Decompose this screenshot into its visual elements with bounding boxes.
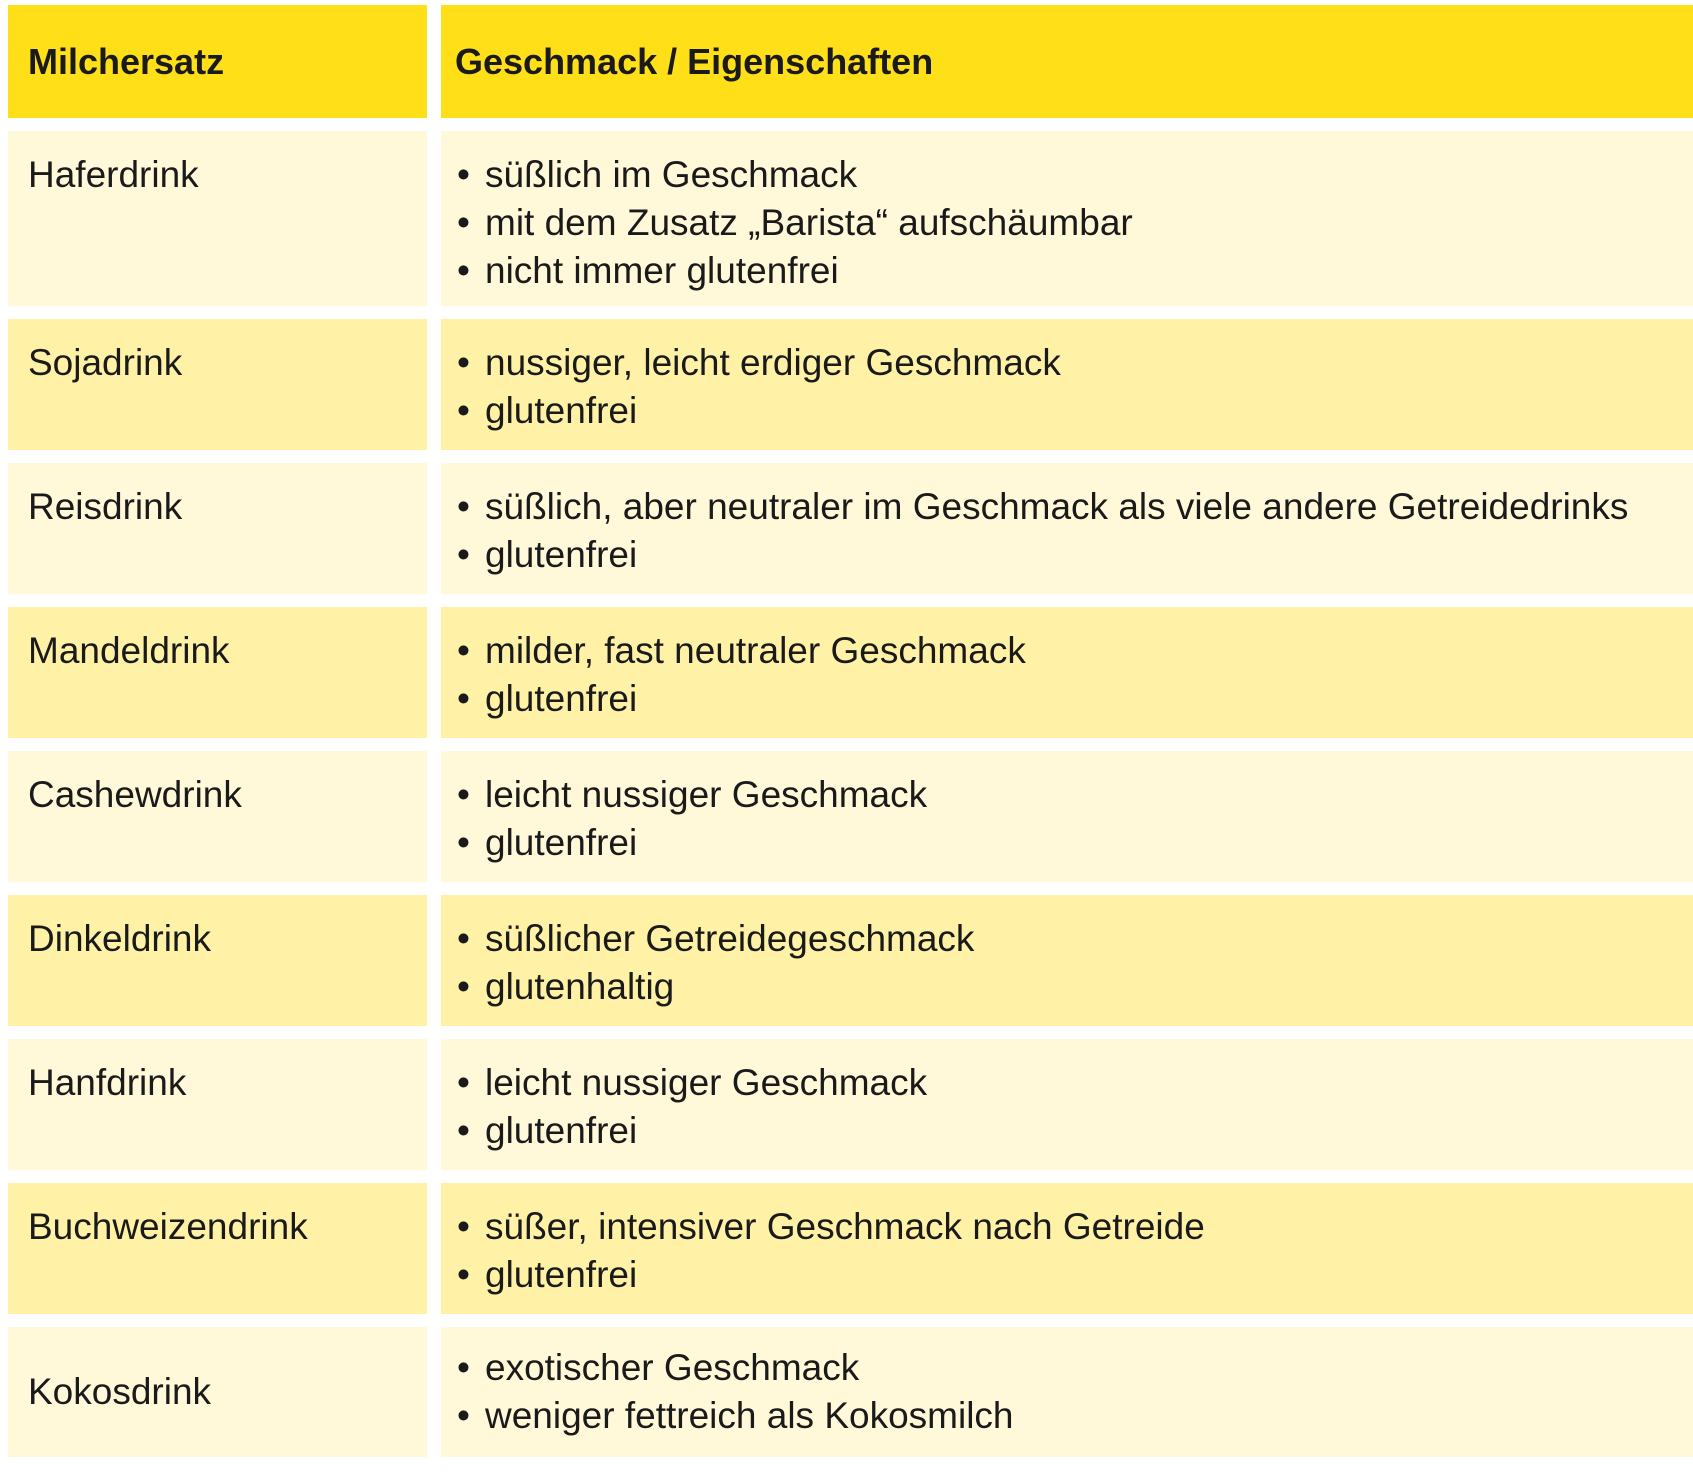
list-item	[455, 531, 1693, 579]
property-text: süßlich, aber neutraler im Geschmack als viele andere Getreidedrinks	[485, 486, 1629, 527]
row-properties	[441, 607, 1693, 738]
header-geschmack: Geschmack / Eigenschaften	[441, 5, 1693, 118]
bullet-dot-icon: •	[457, 342, 470, 383]
table-row	[8, 1039, 1693, 1170]
table-row	[8, 751, 1693, 882]
list-item	[455, 627, 1693, 675]
bullet-dot-icon: •	[457, 534, 470, 575]
property-text: nicht immer glutenfrei	[485, 250, 839, 291]
bullet-dot-icon: •	[457, 486, 470, 527]
row-name: Hanfdrink	[8, 1039, 427, 1170]
bullet-dot-icon: •	[457, 250, 470, 291]
row-name: Dinkeldrink	[8, 895, 427, 1026]
list-item	[455, 1059, 1693, 1107]
row-properties	[441, 1039, 1693, 1170]
property-text: leicht nussiger Geschmack	[485, 774, 928, 815]
row-name: Buchweizendrink	[8, 1183, 427, 1314]
row-properties	[441, 1183, 1693, 1314]
bullet-dot-icon: •	[457, 630, 470, 671]
list-item	[455, 1107, 1693, 1155]
row-name: Mandeldrink	[8, 607, 427, 738]
bullet-dot-icon: •	[457, 1062, 470, 1103]
bullet-dot-icon: •	[457, 202, 470, 243]
bullet-dot-icon: •	[457, 678, 470, 719]
bullet-dot-icon: •	[457, 1110, 470, 1151]
row-properties	[441, 1327, 1693, 1457]
table-row	[8, 1327, 1693, 1457]
table-header-row	[8, 5, 1693, 118]
property-text: nussiger, leicht erdiger Geschmack	[485, 342, 1061, 383]
bullet-dot-icon: •	[457, 774, 470, 815]
list-item	[455, 483, 1693, 531]
property-text: glutenfrei	[485, 1110, 638, 1151]
list-item	[455, 247, 1693, 295]
bullet-dot-icon: •	[457, 1206, 470, 1247]
list-item	[455, 963, 1693, 1011]
bullet-dot-icon: •	[457, 1347, 470, 1388]
bullet-dot-icon: •	[457, 1254, 470, 1295]
bullet-dot-icon: •	[457, 822, 470, 863]
property-text: glutenfrei	[485, 822, 638, 863]
list-item	[455, 771, 1693, 819]
list-item	[455, 915, 1693, 963]
property-text: exotischer Geschmack	[485, 1347, 860, 1388]
table-row	[8, 131, 1693, 306]
property-text: milder, fast neutraler Geschmack	[485, 630, 1026, 671]
property-text: süßlicher Getreidegeschmack	[485, 918, 975, 959]
list-item	[455, 387, 1693, 435]
table-row	[8, 895, 1693, 1026]
bullet-dot-icon: •	[457, 966, 470, 1007]
property-text: mit dem Zusatz „Barista“ aufschäumbar	[485, 202, 1133, 243]
property-text: glutenfrei	[485, 534, 638, 575]
bullet-dot-icon: •	[457, 390, 470, 431]
bullet-dot-icon: •	[457, 1395, 470, 1436]
property-text: glutenfrei	[485, 1254, 638, 1295]
row-properties	[441, 751, 1693, 882]
bullet-dot-icon: •	[457, 918, 470, 959]
list-item	[455, 1344, 1014, 1392]
bullet-dot-icon: •	[457, 154, 470, 195]
list-item	[455, 1203, 1693, 1251]
row-name: Cashewdrink	[8, 751, 427, 882]
table-row	[8, 1183, 1693, 1314]
property-text: süßer, intensiver Geschmack nach Getreide	[485, 1206, 1205, 1247]
row-properties	[441, 463, 1693, 594]
list-item	[455, 339, 1693, 387]
row-properties	[441, 131, 1693, 306]
property-text: weniger fettreich als Kokosmilch	[485, 1395, 1014, 1436]
property-text: glutenhaltig	[485, 966, 675, 1007]
row-name: Haferdrink	[8, 131, 427, 306]
row-name: Kokosdrink	[8, 1327, 427, 1457]
row-name: Reisdrink	[8, 463, 427, 594]
table-row	[8, 319, 1693, 450]
property-text: leicht nussiger Geschmack	[485, 1062, 928, 1103]
list-item	[455, 1251, 1693, 1299]
row-properties	[441, 319, 1693, 450]
list-item	[455, 1392, 1014, 1440]
list-item	[455, 819, 1693, 867]
list-item	[455, 199, 1693, 247]
row-name: Sojadrink	[8, 319, 427, 450]
property-text: glutenfrei	[485, 390, 638, 431]
property-text: süßlich im Geschmack	[485, 154, 858, 195]
header-milchersatz: Milchersatz	[8, 5, 427, 118]
list-item	[455, 151, 1693, 199]
list-item	[455, 675, 1693, 723]
table-row	[8, 463, 1693, 594]
row-properties	[441, 895, 1693, 1026]
milk-substitute-table	[8, 5, 1693, 1470]
table-row	[8, 607, 1693, 738]
property-text: glutenfrei	[485, 678, 638, 719]
